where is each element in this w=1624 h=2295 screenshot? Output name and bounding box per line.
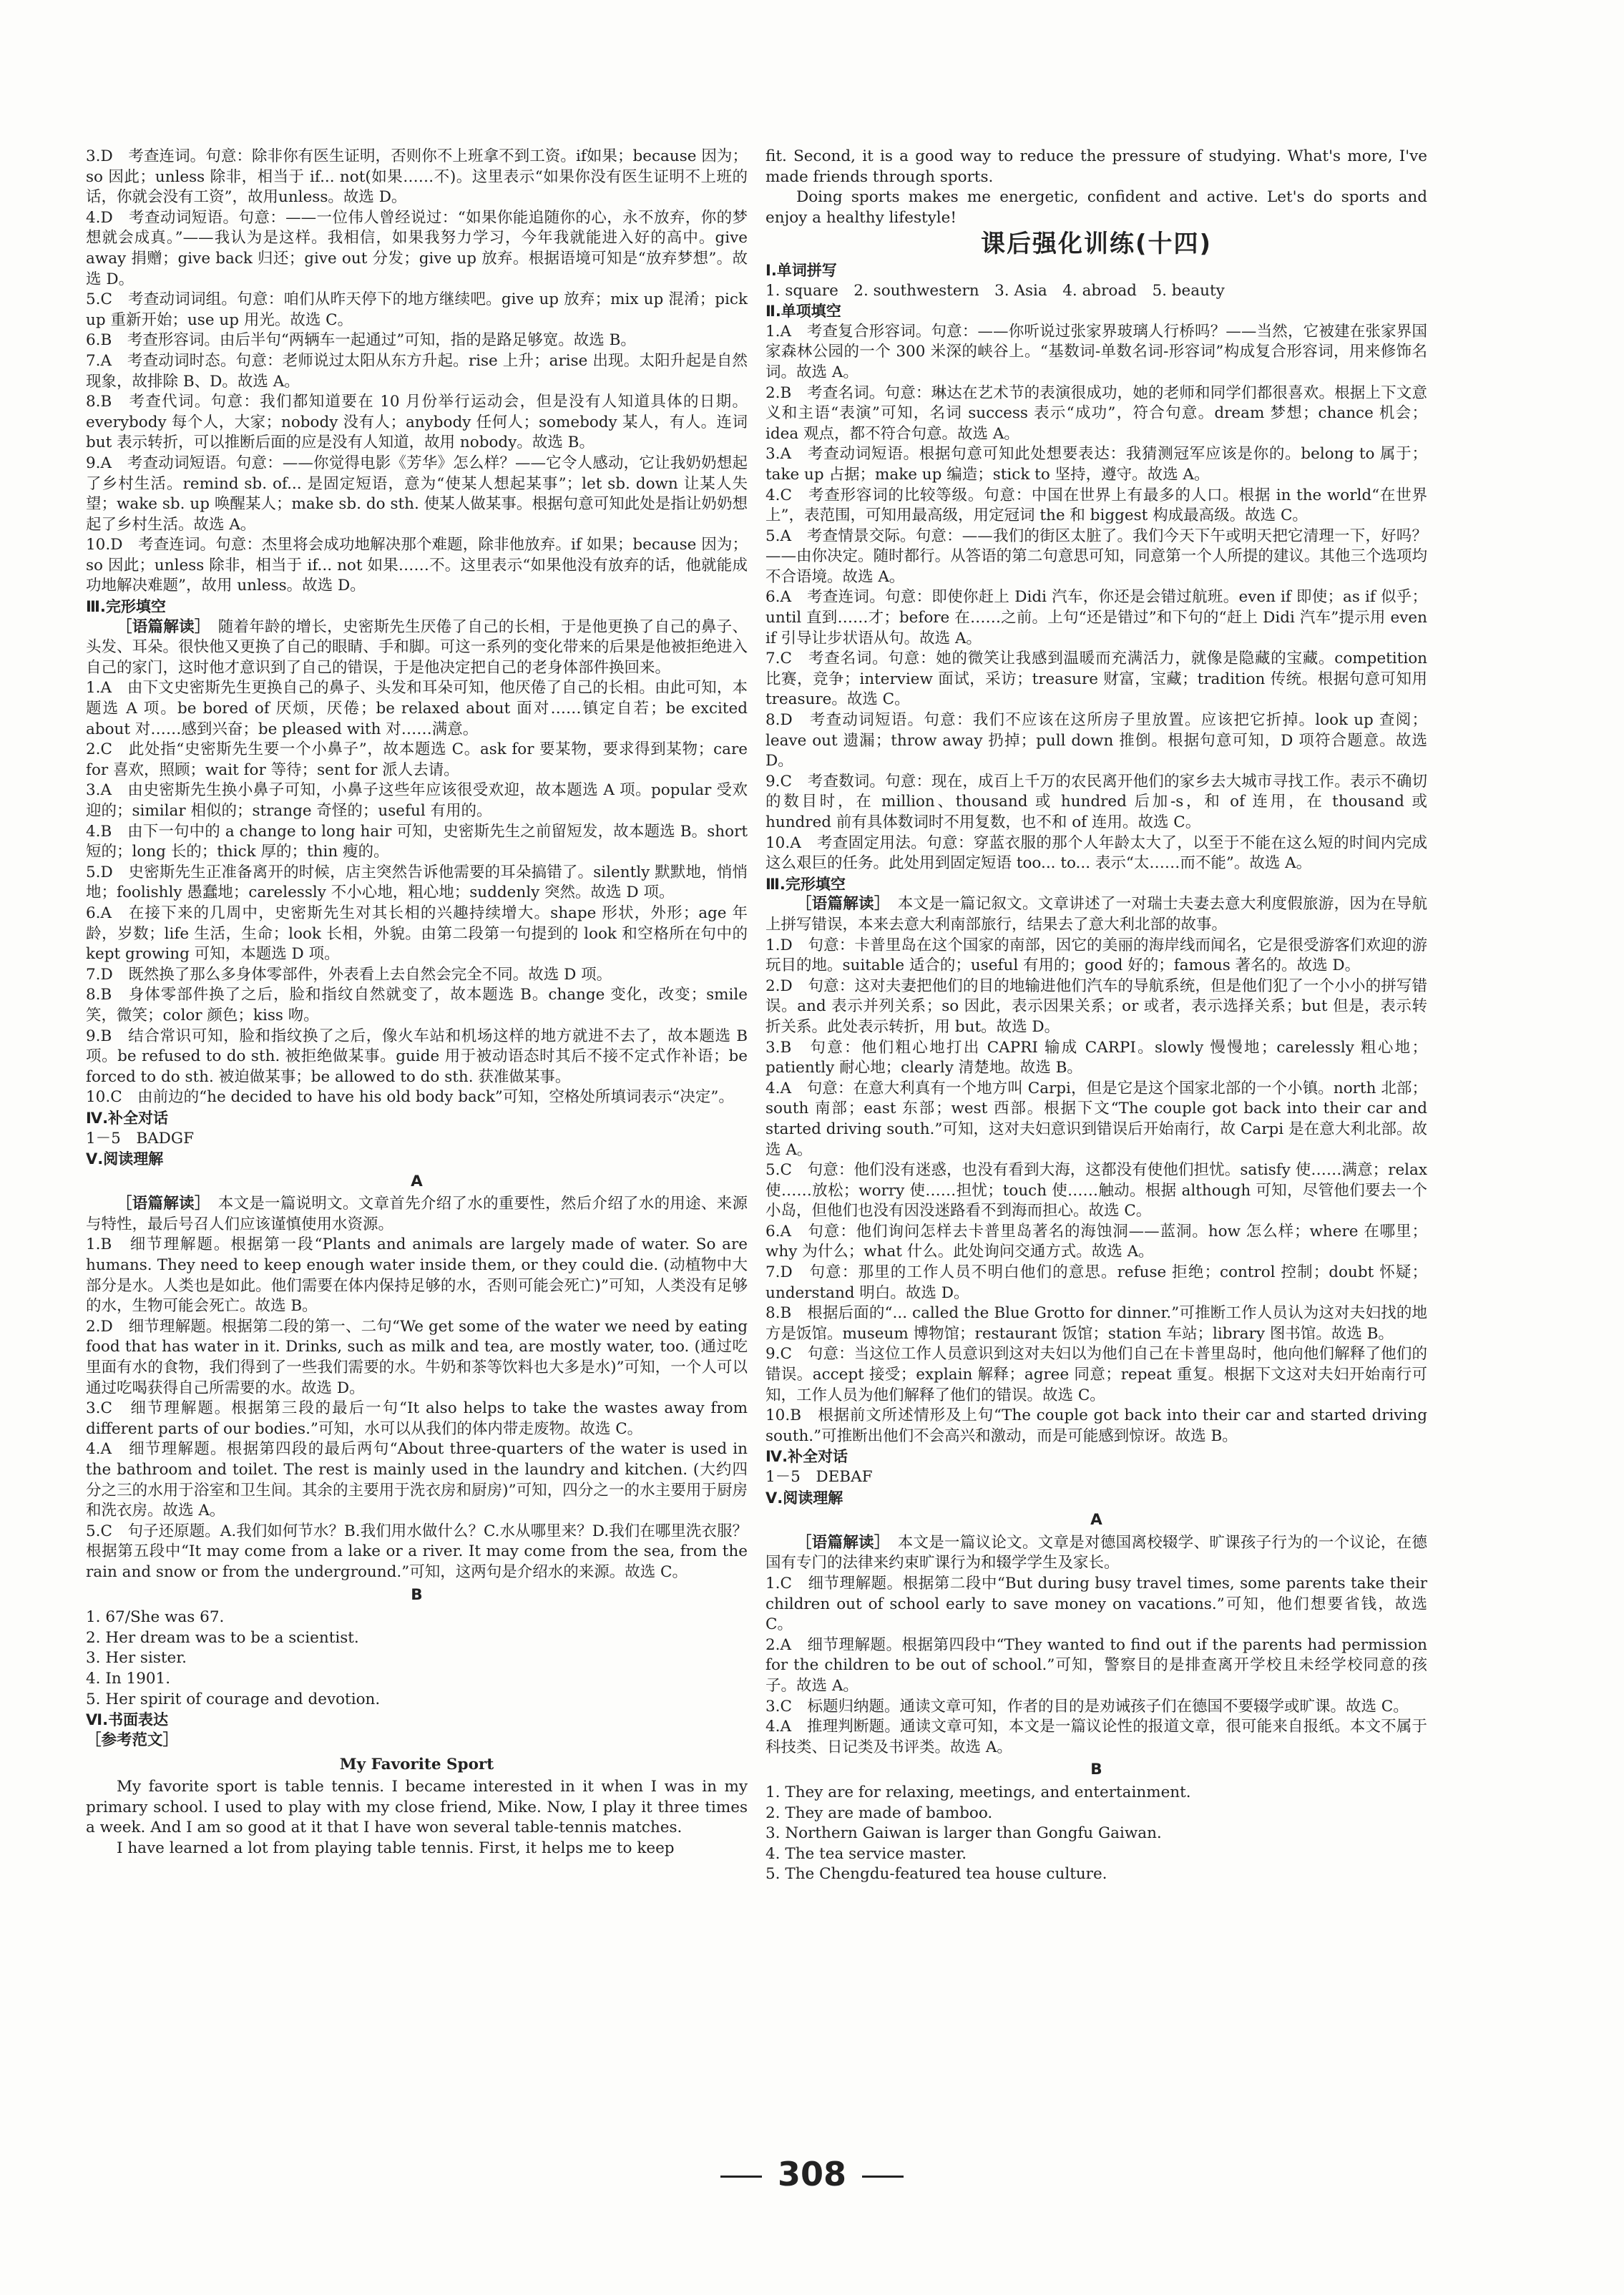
answer-item: 4.A 细节理解题。根据第四段的最后两句“About three-quarters of the water is used in the bathroom and toilet. The rest is mainly used in the laundry and kitchen. (大约四分之三的水用于浴室和卫生间。其余的主要用于洗衣房和厨房)”可知，四分之一的水主要用于厨房和洗衣房。故选 A。 xyxy=(86,1440,748,1520)
answer-item: 7.D 句意：那里的工作人员不明白他们的意思。refuse 拒绝；control 控制；doubt 怀疑；understand 明白。故选 D。 xyxy=(765,1263,1427,1302)
answer-item: 4.C 考查形容词的比较等级。句意：中国在世界上有最多的人口。根据 in the world“在世界上”，表范围，可知用最高级，用定冠词 the 和 biggest 构成最高级。故选 C。 xyxy=(765,486,1427,525)
section-heading-single-choice: Ⅱ.单项填空 xyxy=(765,303,841,320)
answer-item: 3.D 考查连词。句意：除非你有医生证明，否则你不上班拿不到工资。if如果；because 因为；so 因此；unless 除非，相当于 if... not(如果……不)。这里表示“如果你没有医生证明不上班的话，你就会没有工资”，故用unless。故选 D。 xyxy=(86,147,748,207)
answer-item: 4. In 1901. xyxy=(86,1669,171,1688)
passage-summary-text: 本文是一篇议论文。文章是对德国离校辍学、旷课孩子行为的一个议论，在德国有专门的法律来约束旷课行为和辍学学生及家长。 xyxy=(765,1533,1427,1572)
answer-item: 5. The Chengdu-featured tea house culture. xyxy=(765,1865,1107,1884)
answer-item: 9.C 考查数词。句意：现在，成百上千万的农民离开他们的家乡去大城市寻找工作。表示不确切的数目时，在 million、thousand 或 hundred 后加-s，和 of 连用，在 thousand 或 hundred 前有具体数词时不用复数，也不和 of 连用。故选 C。 xyxy=(765,772,1427,831)
answer-item: 5.D 史密斯先生正准备离开的时候，店主突然告诉他需要的耳朵搞错了。silently 默默地，悄悄地；foolishly 愚蠢地；carelessly 不小心地，粗心地；suddenly 突然。故选 D 项。 xyxy=(86,863,748,902)
answer-item: 9.C 句意：当这位工作人员意识到这对夫妇以为他们自己在卡普里岛时，他向他们解释了他们的错误。accept 接受；explain 解释；agree 同意；repeat 重复。根据下文这对夫妇开始南行可知，工作人员为他们解释了他们的错误。故选 C。 xyxy=(765,1345,1427,1404)
passage-label-b: B xyxy=(1090,1761,1102,1779)
answer-item: 3. Northern Gaiwan is larger than Gongfu Gaiwan. xyxy=(765,1824,1162,1843)
answer-item: 7.A 考查动词时态。句意：老师说过太阳从东方升起。rise 上升；arise 出现。太阳升起是自然现象，故排除 B、D。故选 A。 xyxy=(86,351,748,391)
answer-item: 5. Her spirit of courage and devotion. xyxy=(86,1690,381,1708)
answers-single-choice xyxy=(765,322,1427,874)
answer-item: 10.A 考查固定用法。句意：穿蓝衣服的那个人年龄太大了，以至于不能在这么短的时间内完成这么艰巨的任务。此处用到固定短语 too... to... 表示“太……而不能”。故选 A。 xyxy=(765,833,1427,873)
answer-item: 7.C 考查名词。句意：她的微笑让我感到温暖而充满活力，就像是隐藏的宝藏。competition 比赛，竞争；interview 面试，采访；treasure 财富，宝藏；tradition 传统。根据句意可知用 treasure。故选 C。 xyxy=(765,650,1427,709)
passage-summary xyxy=(86,1194,748,1235)
answer-item: 4.A 推理判断题。通读文章可知，本文是一篇议论性的报道文章，很可能来自报纸。本文不属于科技类、日记类及书评类。故选 A。 xyxy=(765,1718,1427,1756)
answers-reading-b xyxy=(765,1783,1427,1885)
page-footer xyxy=(0,2155,1624,2193)
essay-paragraph: fit. Second, it is a good way to reduce the pressure of studying. What's more, I've made friends through sports. xyxy=(765,147,1427,186)
answer-item: 6.A 句意：他们询问怎样去卡普里岛著名的海蚀洞——蓝洞。how 怎么样；where 在哪里；why 为什么；what 什么。此处询问交通方式。故选 A。 xyxy=(765,1222,1427,1261)
answer-item: 1.D 句意：卡普里岛在这个国家的南部，因它的美丽的海岸线而闻名，它是很受游客们欢迎的游玩目的地。suitable 适合的；useful 有用的；good 好的；famous 著名的。故选 D。 xyxy=(765,936,1427,975)
passage-summary xyxy=(86,617,748,679)
essay-paragraph: Doing sports makes me energetic, confident and active. Let's do sports and enjoy a healthy lifestyle! xyxy=(765,188,1427,227)
passage-summary xyxy=(765,894,1427,935)
passage-label-a: A xyxy=(1090,1511,1102,1530)
answer-item: 5.C 句子还原题。A.我们如何节水？B.我们用水做什么？C.水从哪里来？D.我们在哪里洗衣服？根据第五段中“It may come from a lake or a river. It may come from the sea, from the rain and snow or from the underground.”可知，这两句是介绍水的来源。故选 C。 xyxy=(86,1522,748,1581)
section-heading-cloze: Ⅲ.完形填空 xyxy=(765,875,846,893)
passage-summary-text: 本文是一篇记叙文。文章讲述了一对瑞士夫妻去意大利度假旅游，因为在导航上拼写错误，本来去意大利南部旅行，结果去了意大利北部的故事。 xyxy=(765,895,1427,934)
answer-item: 8.B 考查代词。句意：我们都知道要在 10 月份举行运动会，但是没有人知道具体的日期。everybody 每个人，大家；nobody 没有人；anybody 任何人；somebody 某人，有人。连词 but 表示转折，可以推断后面的应是没有人知道，故用 nobody。故选 B。 xyxy=(86,393,748,452)
answer-item: 2.D 细节理解题。根据第二段的第一、二句“We get some of the water we need by eating food that has water in it. Drinks, such as milk and tea, are mostly water, too. (通过吃里面有水的食物，我们得到了一些我们需要的水。牛奶和茶等饮料也大多是水)”可知，一个人可以通过吃喝获得自己所需要的水。故选 D。 xyxy=(86,1317,748,1397)
answers-reading-a xyxy=(86,1235,748,1582)
section-heading-dialogue: Ⅳ.补全对话 xyxy=(765,1448,848,1466)
answer-item: 2.C 此处指“史密斯先生要一个小鼻子”，故本题选 C。ask for 要某物，要求得到某物；care for 喜欢，照顾；wait for 等待；sent for 派人去请。 xyxy=(86,740,748,779)
essay-title: My Favorite Sport xyxy=(339,1756,494,1774)
sample-essay-tag: ［参考范文］ xyxy=(86,1731,179,1749)
answer-item: 4. The tea service master. xyxy=(765,1844,967,1863)
answers-reading-b xyxy=(86,1608,748,1710)
answer-item: 10.B 根据前文所述情形及上句“The couple got back into their car and started driving south.”可推断出他们不会高兴和激动，而是可能感到惊讶。故选 B。 xyxy=(765,1406,1427,1445)
passage-summary-tag: ［语篇解读］ xyxy=(796,1533,882,1552)
passage-summary-tag: ［语篇解读］ xyxy=(117,1195,202,1213)
answers-spelling: 1. square 2. southwestern 3. Asia 4. abroad 5. beauty xyxy=(765,281,1225,300)
passage-label-b: B xyxy=(411,1585,423,1604)
answer-item: 1.A 考查复合形容词。句意：——你听说过张家界玻璃人行桥吗？——当然，它被建在张家界国家森林公园的一个 300 米深的峡谷上。“基数词-单数名词-形容词”构成复合形容词，用来修饰名词。故选 A。 xyxy=(765,322,1427,381)
page-number: 308 xyxy=(777,2155,847,2193)
answer-item: 2. Her dream was to be a scientist. xyxy=(86,1628,359,1647)
answer-item: 3.C 细节理解题。根据第三段的最后一句“It also helps to take the wastes away from different parts of our bodies.”可知，水可以从我们的体内带走废物。故选 C。 xyxy=(86,1399,748,1438)
passage-summary-tag: ［语篇解读］ xyxy=(796,895,882,914)
answer-item: 1.B 细节理解题。根据第一段“Plants and animals are largely made of water. So are humans. They need to keep enough water inside them, or they could die. (动植物中大部分是水。人类也是如此。他们需要在体内保持足够的水，否则可能会死亡)”可知，人类没有足够的水，生物可能会死亡。故选 B。 xyxy=(86,1235,748,1316)
answer-item: 8.B 身体零部件换了之后，脸和指纹自然就变了，故本题选 B。change 变化，改变；smile 笑，微笑；color 颜色；kiss 吻。 xyxy=(86,986,748,1024)
footer-dash-left xyxy=(720,2176,762,2178)
section-heading-spelling: Ⅰ.单词拼写 xyxy=(765,261,837,279)
answer-item: 8.B 根据后面的“... called the Blue Grotto for dinner.”可推断工作人员认为这对夫妇找的地方是饭馆。museum 博物馆；restaurant 饭馆；station 车站；library 图书馆。故选 B。 xyxy=(765,1304,1427,1343)
answers-dialogue: 1－5 BADGF xyxy=(86,1129,195,1148)
answer-item: 3.A 考查动词短语。根据句意可知此处想要表达：我猜测冠军应该是你的。belong to 属于；take up 占据；make up 编造；stick to 坚持，遵守。故选 A。 xyxy=(765,445,1427,484)
passage-summary xyxy=(765,1533,1427,1574)
essay-paragraph: My favorite sport is table tennis. I became interested in it when I was in my primary school. I used to play with my close friend, Mike. Now, I play it three times a week. And I am so good at it that I have won several table-tennis matches. xyxy=(86,1777,748,1837)
answers-cloze xyxy=(86,678,748,1107)
right-column xyxy=(765,147,1427,1885)
answer-item: 3.B 句意：他们粗心地打出 CAPRI 输成 CARPI。slowly 慢慢地；carelessly 粗心地；patiently 耐心地；clearly 清楚地。故选 B。 xyxy=(765,1038,1427,1077)
essay-body-continued xyxy=(765,147,1427,228)
answers-reading-a xyxy=(765,1574,1427,1758)
answer-item: 1. They are for relaxing, meetings, and entertainment. xyxy=(765,1783,1191,1801)
answer-item: 2. They are made of bamboo. xyxy=(765,1804,993,1822)
answer-item: 4.B 由下一句中的 a change to long hair 可知，史密斯先生之前留短发，故本题选 B。short 短的；long 长的；thick 厚的；thin 瘦的。 xyxy=(86,822,748,861)
section-heading-dialogue: Ⅳ.补全对话 xyxy=(86,1109,169,1127)
answer-item: 10.D 考查连词。句意：杰里将会成功地解决那个难题，除非他放弃。if 如果；because 因为；so 因此；unless 除非，相当于 if... not 如果……不。这里表示“如果他没有放弃的话，他就能成功地解决难题”，故用 unless。故选 D。 xyxy=(86,536,748,595)
answer-item: 3.C 标题归纳题。通读文章可知，作者的目的是劝诫孩子们在德国不要辍学或旷课。故选 C。 xyxy=(765,1697,1409,1716)
answer-item: 4.D 考查动词短语。句意：——一位伟人曾经说过：“如果你能追随你的心，永不放弃，你的梦想就会成真。”——我认为是这样。我相信，如果我努力学习，今年我就能进入好的高中。give away 捐赠；give back 归还；give out 分发；give up 放弃。根据语境可知是“放弃梦想”。故选 D。 xyxy=(86,208,748,288)
answer-item: 5.C 句意：他们没有迷惑，也没有看到大海，这都没有使他们担忧。satisfy 使……满意；relax 使……放松；worry 使……担忧；touch 使……触动。根据 although 可知，尽管他们要去一个小岛，但他们也没有因没迷路看不到海而担心。故选 C。 xyxy=(765,1161,1427,1220)
passage-summary-tag: ［语篇解读］ xyxy=(117,617,202,636)
essay-body xyxy=(86,1777,748,1859)
answer-item: 1.C 细节理解题。根据第二段中“But during busy travel times, some parents take their children out of school early to save money on vacations.”可知，他们想要省钱，故选 C。 xyxy=(765,1574,1427,1634)
footer-dash-right xyxy=(862,2176,904,2178)
answer-item: 5.C 考查动词词组。句意：咱们从昨天停下的地方继续吧。give up 放弃；mix up 混淆；pick up 重新开始；use up 用光。故选 C。 xyxy=(86,290,748,329)
passage-summary-text: 随着年龄的增长，史密斯先生厌倦了自己的长相，于是他更换了自己的鼻子、头发、耳朵。很快他又更换了自己的眼睛、手和脚。可这一系列的变化带来的后果是他被拒绝进入自己的家门，这时他才意识到了自己的错误，于是他决定把自己的老身体部件换回来。 xyxy=(86,617,748,677)
answer-item: 3. Her sister. xyxy=(86,1649,187,1668)
section-heading-cloze: Ⅲ.完形填空 xyxy=(86,598,166,616)
answer-item: 4.A 句意：在意大利真有一个地方叫 Carpi，但是它是这个国家北部的一个小镇。north 北部；south 南部；east 东部；west 西部。根据下文“The couple got back into their car and started driving south.”可知，这对夫妇意识到错误后开始南行，故 Carpi 是在意大利北部。故选 A。 xyxy=(765,1079,1427,1159)
passage-label-a: A xyxy=(411,1172,423,1190)
answer-item: 5.A 考查情景交际。句意：——我们的街区太脏了。我们今天下午或明天把它清理一下，好吗？——由你决定。随时都行。从答语的第二句意思可知，同意第一个人所提的建议。其他三个选项均不合语境。故选 A。 xyxy=(765,527,1427,586)
answer-item: 2.D 句意：这对夫妻把他们的目的地输进他们汽车的导航系统，但是他们犯了一个小小的拼写错误。and 表示并列关系；so 因此，表示因果关系；or 或者，表示选择关系；but 但是，表示转折关系。此处表示转折，用 but。故选 D。 xyxy=(765,977,1427,1036)
answer-item: 2.A 细节理解题。根据第四段中“They wanted to find out if the parents had permission for the children to be out of school.”可知，警察目的是排查离开学校且未经学校同意的孩子。故选 A。 xyxy=(765,1635,1427,1695)
answer-item: 7.D 既然换了那么多身体零部件，外表看上去自然会完全不同。故选 D 项。 xyxy=(86,965,612,984)
section-heading-reading: Ⅴ.阅读理解 xyxy=(765,1489,843,1507)
section-heading-writing: Ⅵ.书面表达 xyxy=(86,1711,169,1729)
answer-item: 6.A 考查连词。句意：即使你赶上 Didi 汽车，你还是会错过航班。even if 即使；as if 似乎；until 直到……才；before 在……之前。上句“还是错过”和下句的“赶上 Didi 汽车”提示用 even if 引导让步状语从句。故选 A。 xyxy=(765,588,1427,647)
section-heading-reading: Ⅴ.阅读理解 xyxy=(86,1150,164,1168)
answer-item: 6.B 考查形容词。由后半句“两辆车一起通过”可知，指的是路足够宽。故选 B。 xyxy=(86,331,636,350)
answer-item: 9.B 结合常识可知，脸和指纹换了之后，像火车站和机场这样的地方就进不去了，故本题选 B 项。be refused to do sth. 被拒绝做某事。guide 用于被动语态时其后不接不定式作补语；be forced to do sth. 被迫做某事；be allowed to do sth. 获准做某事。 xyxy=(86,1027,748,1086)
essay-paragraph: I have learned a lot from playing table tennis. First, it helps me to keep xyxy=(117,1839,675,1857)
answer-item: 3.A 由史密斯先生换小鼻子可知，小鼻子这些年应该很受欢迎，故本题选 A 项。popular 受欢迎的；similar 相似的；strange 奇怪的；useful 有用的。 xyxy=(86,781,748,820)
answer-item: 8.D 考查动词短语。句意：我们不应该在这所房子里放置。应该把它折掉。look up 查阅；leave out 遗漏；throw away 扔掉；pull down 推倒。根据句意可知，D 项符合题意。故选 D。 xyxy=(765,711,1427,770)
answer-item: 9.A 考查动词短语。句意：——你觉得电影《芳华》怎么样？——它令人感动，它让我奶奶想起了乡村生活。remind sb. of... 是固定短语，意为“使某人想起某事”；let sb. down 让某人失望；wake sb. up 唤醒某人；make sb. do sth. 使某人做某事。根据句意可知此处是指让奶奶想起了乡村生活。故选 A。 xyxy=(86,454,748,534)
answer-item: 6.A 在接下来的几周中，史密斯先生对其长相的兴趣持续增大。shape 形状，外形；age 年龄，岁数；life 生活，生命；look 长相，外貌。由第二段第一句提到的 look 和空格所在句中的 kept growing 可知，本题选 D 项。 xyxy=(86,904,748,964)
practice-title: 课后强化训练(十四) xyxy=(980,230,1213,259)
answer-item: 1.A 由下文史密斯先生更换自己的鼻子、头发和耳朵可知，他厌倦了自己的长相。由此可知，本题选 A 项。be bored of 厌烦，厌倦；be relaxed about 面对……镇定自若；be excited about 对……感到兴奋；be pleased with 对……满意。 xyxy=(86,679,748,738)
answer-item: 2.B 考查名词。句意：琳达在艺术节的表演很成功，她的老师和同学们都很喜欢。根据上下文意义和主语“表演”可知，名词 success 表示“成功”，符合句意。dream 梦想；chance 机会；idea 观点，都不符合句意。故选 A。 xyxy=(765,383,1427,443)
answer-item: 10.C 由前边的“he decided to have his old body back”可知，空格处所填词表示“决定”。 xyxy=(86,1088,734,1107)
left-column xyxy=(86,147,748,1859)
answer-item: 1. 67/She was 67. xyxy=(86,1608,225,1627)
answers-single-choice-cont xyxy=(86,147,748,597)
answers-cloze xyxy=(765,936,1427,1447)
answers-dialogue: 1－5 DEBAF xyxy=(765,1468,873,1486)
passage-summary-text: 本文是一篇说明文。文章首先介绍了水的重要性，然后介绍了水的用途、来源与特性，最后号召人们应该谨慎使用水资源。 xyxy=(86,1195,748,1233)
